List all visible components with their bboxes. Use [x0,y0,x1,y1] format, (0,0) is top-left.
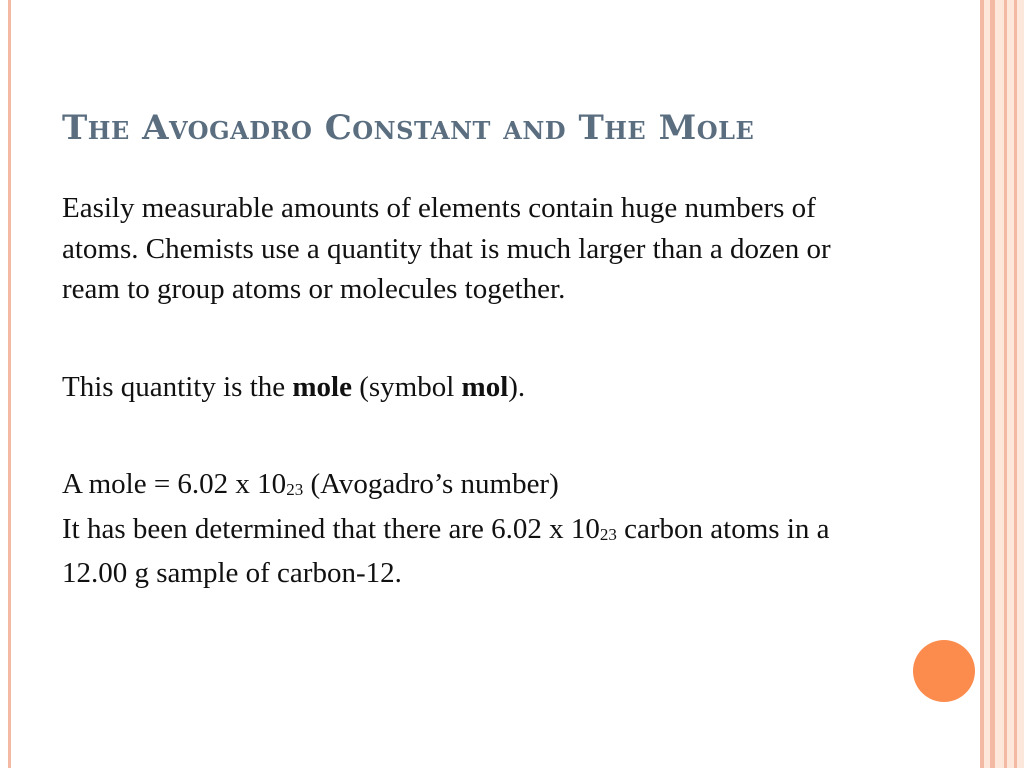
mole-definition-paragraph [62,367,882,408]
decorative-stripe [1014,0,1017,768]
mole-term: mole [292,370,352,403]
avogadro-line-text-after: (Avogadro’s number) [303,468,559,500]
carbon-sample-paragraph [62,509,882,594]
avogadro-line-text-before: A mole = 6.02 x 10 [62,468,287,500]
decorative-stripe [1004,0,1007,768]
mole-line-text-after: ). [508,370,526,403]
right-decorative-band [980,0,1024,768]
mol-symbol: mol [461,370,509,403]
carbon-line-text-before: It has been determined that there are 6.02 x 10 [62,512,600,545]
carbon-line-text-after: carbon atoms in a 12.00 g sample of carbon-12. [62,512,830,589]
carbon-exponent: 23 [599,524,617,544]
mole-line-text-before: This quantity is the [62,370,293,403]
decorative-stripe [990,0,995,768]
slide-title: The Avogadro Constant and The Mole [62,108,755,148]
intro-paragraph: Easily measurable amounts of elements contain huge numbers of atoms. Chemists use a quantity that is much larger than a dozen or ream to group atoms or molecules together. [62,192,831,305]
avogadro-number-paragraph [62,464,882,509]
left-border-line [8,0,11,768]
mole-line-text-middle: (symbol [351,370,462,403]
decorative-stripe [980,0,984,768]
slide-body [62,188,882,594]
accent-circle [913,640,975,702]
avogadro-exponent: 23 [286,480,304,499]
